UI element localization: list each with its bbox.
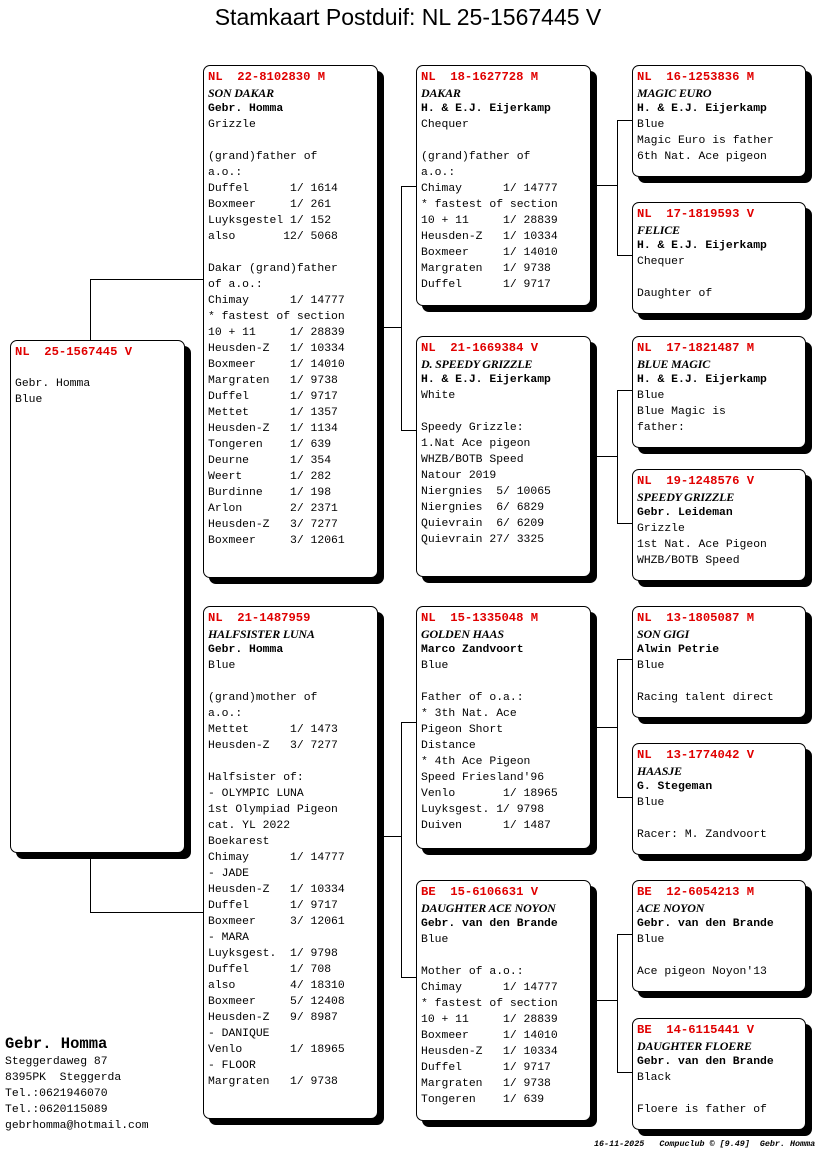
connector	[383, 327, 401, 328]
info-line	[637, 1086, 805, 1102]
info-line: Distance	[421, 740, 476, 752]
info-line: Black	[637, 1072, 672, 1084]
info-line: Blue	[637, 660, 665, 672]
breeder-name: G. Stegeman	[637, 781, 713, 793]
info-line: Niergnies 5/ 10065	[421, 486, 551, 498]
info-line: (grand)father of	[421, 151, 531, 163]
breeder-name: Gebr. van den Brande	[637, 918, 774, 930]
connector	[617, 1072, 632, 1073]
info-line: Boxmeer 3/ 12061	[208, 535, 345, 547]
connector	[90, 279, 203, 280]
info-line: Margraten 1/ 9738	[208, 1076, 338, 1088]
info-line: * fastest of section	[421, 199, 558, 211]
info-line: father:	[637, 422, 685, 434]
connector	[617, 797, 632, 798]
info-line: Boxmeer 1/ 261	[208, 199, 332, 211]
info-line: Heusden-Z 3/ 7277	[208, 519, 338, 531]
info-line: Quievrain 6/ 6209	[421, 518, 545, 530]
info-line: Heusden-Z 1/ 10334	[421, 1046, 558, 1058]
info-line	[421, 404, 590, 420]
info-line: Pigeon Short	[421, 724, 504, 736]
owner-block	[5, 1034, 149, 1134]
connector	[596, 1000, 617, 1001]
info-line: Daughter of	[637, 288, 713, 300]
connector	[617, 255, 632, 256]
info-line: Heusden-Z 1/ 10334	[208, 884, 345, 896]
pigeon-name: HAASJE	[637, 764, 682, 778]
info-line: Duffel 1/ 9717	[208, 900, 338, 912]
pigeon-card-dam-dam[interactable]	[416, 880, 591, 1121]
breeder-name: Alwin Petrie	[637, 644, 720, 656]
info-line: Blue	[421, 660, 449, 672]
breeder-name: H. & E.J. Eijerkamp	[637, 374, 767, 386]
pigeon-card-ggp[interactable]	[632, 469, 806, 581]
info-line: Heusden-Z 9/ 8987	[208, 1012, 338, 1024]
pigeon-name: SON DAKAR	[208, 86, 274, 100]
breeder-name: Marco Zandvoort	[421, 644, 524, 656]
connector	[401, 430, 416, 431]
info-line: White	[421, 390, 456, 402]
info-line: 10 + 11 1/ 28839	[421, 215, 558, 227]
connector	[596, 456, 617, 457]
ring-number: NL 13-1805087 M	[637, 611, 755, 625]
info-line	[421, 674, 590, 690]
info-line: Blue	[208, 660, 236, 672]
pigeon-name: DAKAR	[421, 86, 461, 100]
info-line: Luyksgest. 1/ 9798	[208, 948, 338, 960]
info-line: Chequer	[421, 119, 469, 131]
info-line: Boxmeer 1/ 14010	[421, 1030, 558, 1042]
info-line: cat. YL 2022	[208, 820, 291, 832]
info-line: WHZB/BOTB Speed	[637, 555, 740, 567]
ring-number: NL 18-1627728 M	[421, 70, 539, 84]
info-line: a.o.:	[208, 708, 243, 720]
pigeon-card-ggp[interactable]	[632, 202, 806, 314]
info-line: * fastest of section	[208, 311, 345, 323]
info-line: Heusden-Z 3/ 7277	[208, 740, 338, 752]
breeder-name: Gebr. Homma	[208, 644, 284, 656]
pigeon-name: FELICE	[637, 223, 680, 237]
connector	[617, 390, 632, 391]
pigeon-name: DAUGHTER ACE NOYON	[421, 901, 556, 915]
info-line: - MARA	[208, 932, 250, 944]
info-line: 1st Nat. Ace Pigeon	[637, 539, 767, 551]
connector	[383, 836, 401, 837]
info-line: - JADE	[208, 868, 250, 880]
info-line: Blue	[15, 394, 43, 406]
info-line: Father of o.a.:	[421, 692, 524, 704]
breeder-name: Gebr. van den Brande	[637, 1056, 774, 1068]
connector	[617, 659, 618, 797]
pigeon-name: SPEEDY GRIZZLE	[637, 490, 735, 504]
pigeon-name: MAGIC EURO	[637, 86, 712, 100]
info-line: - OLYMPIC LUNA	[208, 788, 304, 800]
footer-credit: 16-11-2025 Compuclub © [9.49] Gebr. Homma	[594, 1139, 816, 1149]
info-line: (grand)father of	[208, 151, 318, 163]
info-line: Arlon 2/ 2371	[208, 503, 338, 515]
info-line: Natour 2019	[421, 470, 497, 482]
owner-address: Steggerdaweg 87	[5, 1056, 108, 1068]
owner-name: Gebr. Homma	[5, 1035, 108, 1053]
breeder-name: H. & E.J. Eijerkamp	[421, 374, 551, 386]
pigeon-card-ggp[interactable]	[632, 743, 806, 855]
info-line: Quievrain 27/ 3325	[421, 534, 545, 546]
info-line: Speedy Grizzle:	[421, 422, 524, 434]
ring-number: NL 19-1248576 V	[637, 474, 755, 488]
breeder-name: H. & E.J. Eijerkamp	[637, 103, 767, 115]
info-line: Racing talent direct	[637, 692, 774, 704]
connector	[617, 120, 632, 121]
connector	[617, 523, 632, 524]
connector	[617, 934, 618, 1072]
info-line: a.o.:	[208, 167, 243, 179]
info-line: Heusden-Z 1/ 10334	[208, 343, 345, 355]
info-line: a.o.:	[421, 167, 456, 179]
info-line: 6th Nat. Ace pigeon	[637, 151, 767, 163]
connector	[90, 279, 91, 340]
info-line: Deurne 1/ 354	[208, 455, 332, 467]
pigeon-card-ggp[interactable]	[632, 1018, 806, 1130]
connector	[596, 185, 617, 186]
info-line: Blue Magic is	[637, 406, 726, 418]
connector	[617, 934, 632, 935]
connector	[617, 659, 632, 660]
info-line: - DANIQUE	[208, 1028, 270, 1040]
ring-number: NL 13-1774042 V	[637, 748, 755, 762]
connector	[617, 120, 618, 255]
info-line: (grand)mother of	[208, 692, 318, 704]
pigeon-card-sire[interactable]	[203, 65, 378, 578]
info-line: Mettet 1/ 1357	[208, 407, 338, 419]
connector	[90, 912, 203, 913]
info-line: Tongeren 1/ 639	[421, 1094, 545, 1106]
breeder-name: Gebr. van den Brande	[421, 918, 558, 930]
info-line: also 4/ 18310	[208, 980, 345, 992]
info-line: Duffel 1/ 1614	[208, 183, 338, 195]
pigeon-card-subject[interactable]	[10, 340, 185, 853]
info-line	[208, 754, 377, 770]
connector	[401, 977, 416, 978]
info-line: Ace pigeon Noyon'13	[637, 966, 767, 978]
ring-number: NL 17-1819593 V	[637, 207, 755, 221]
pigeon-name: BLUE MAGIC	[637, 357, 711, 371]
info-line: Speed Friesland'96	[421, 772, 545, 784]
pigeon-name: HALFSISTER LUNA	[208, 627, 315, 641]
info-line: WHZB/BOTB Speed	[421, 454, 524, 466]
info-line: Grizzle	[637, 523, 685, 535]
info-line: * fastest of section	[421, 998, 558, 1010]
info-line: Boekarest	[208, 836, 270, 848]
owner-phone: Tel.:0621946070	[5, 1088, 108, 1100]
info-line: Niergnies 6/ 6829	[421, 502, 545, 514]
owner-email[interactable]: gebrhomma@hotmail.com	[5, 1120, 149, 1132]
info-line: Burdinne 1/ 198	[208, 487, 332, 499]
breeder-name: Gebr. Homma	[208, 103, 284, 115]
info-line: Blue	[637, 390, 665, 402]
owner-postcode: 8395PK Steggerda	[5, 1072, 122, 1084]
info-line: also 12/ 5068	[208, 231, 338, 243]
info-line: Blue	[421, 934, 449, 946]
pigeon-card-ggp[interactable]	[632, 336, 806, 448]
info-line: Dakar (grand)father	[208, 263, 338, 275]
connector	[401, 722, 416, 723]
info-line: 1.Nat Ace pigeon	[421, 438, 531, 450]
breeder-name: Gebr. Leideman	[637, 507, 733, 519]
info-line	[208, 133, 377, 149]
ring-number: NL 21-1669384 V	[421, 341, 539, 355]
pigeon-card-sire-sire[interactable]	[416, 65, 591, 306]
info-line: Boxmeer 1/ 14010	[208, 359, 345, 371]
ring-number: NL 25-1567445 V	[15, 345, 133, 359]
info-line: 1st Olympiad Pigeon	[208, 804, 338, 816]
info-line: Chimay 1/ 14777	[208, 852, 345, 864]
info-line: * 3th Nat. Ace	[421, 708, 517, 720]
info-line: Tongeren 1/ 639	[208, 439, 332, 451]
info-line: Boxmeer 1/ 14010	[421, 247, 558, 259]
info-line: Boxmeer 3/ 12061	[208, 916, 345, 928]
info-line: Venlo 1/ 18965	[208, 1044, 345, 1056]
info-line: Weert 1/ 282	[208, 471, 332, 483]
info-line: Heusden-Z 1/ 10334	[421, 231, 558, 243]
connector	[596, 727, 617, 728]
info-line: Chequer	[637, 256, 685, 268]
pigeon-card-ggp[interactable]	[632, 880, 806, 992]
info-line: Venlo 1/ 18965	[421, 788, 558, 800]
info-line: * 4th Ace Pigeon	[421, 756, 531, 768]
info-line: Magic Euro is father	[637, 135, 774, 147]
pigeon-name: ACE NOYON	[637, 901, 705, 915]
info-line	[637, 674, 805, 690]
info-line	[637, 811, 805, 827]
info-line: Grizzle	[208, 119, 256, 131]
info-line: 10 + 11 1/ 28839	[208, 327, 345, 339]
info-line: Duffel 1/ 9717	[421, 279, 551, 291]
pigeon-name: D. SPEEDY GRIZZLE	[421, 357, 533, 371]
pigeon-name: GOLDEN HAAS	[421, 627, 504, 641]
ring-number: BE 12-6054213 M	[637, 885, 755, 899]
info-line: Duiven 1/ 1487	[421, 820, 551, 832]
breeder-name: H. & E.J. Eijerkamp	[421, 103, 551, 115]
pigeon-card-ggp[interactable]	[632, 65, 806, 177]
info-line	[421, 133, 590, 149]
info-line	[637, 948, 805, 964]
ring-number: NL 21-1487959	[208, 611, 311, 625]
pigeon-card-ggp[interactable]	[632, 606, 806, 718]
pigeon-name: SON GIGI	[637, 627, 690, 641]
info-line: Margraten 1/ 9738	[421, 1078, 551, 1090]
info-line: Blue	[637, 797, 665, 809]
info-line: Heusden-Z 1/ 1134	[208, 423, 338, 435]
info-line: Duffel 1/ 708	[208, 964, 332, 976]
ring-number: BE 15-6106631 V	[421, 885, 539, 899]
ring-number: BE 14-6115441 V	[637, 1023, 755, 1037]
info-line: Chimay 1/ 14777	[421, 982, 558, 994]
connector	[401, 186, 416, 187]
info-line: Duffel 1/ 9717	[208, 391, 338, 403]
info-line: Chimay 1/ 14777	[208, 295, 345, 307]
connector	[617, 390, 618, 523]
pigeon-card-dam[interactable]	[203, 606, 378, 1119]
connector	[401, 722, 402, 977]
info-line	[421, 948, 590, 964]
info-line	[208, 245, 377, 261]
info-line: Margraten 1/ 9738	[208, 375, 338, 387]
ring-number: NL 22-8102830 M	[208, 70, 326, 84]
ring-number: NL 15-1335048 M	[421, 611, 539, 625]
info-line: Luyksgestel 1/ 152	[208, 215, 332, 227]
pigeon-name: DAUGHTER FLOERE	[637, 1039, 752, 1053]
connector	[90, 852, 91, 912]
info-line: Chimay 1/ 14777	[421, 183, 558, 195]
ring-number: NL 16-1253836 M	[637, 70, 755, 84]
info-line: Racer: M. Zandvoort	[637, 829, 767, 841]
info-line: Duffel 1/ 9717	[421, 1062, 551, 1074]
info-line: Mettet 1/ 1473	[208, 724, 338, 736]
info-line	[637, 270, 805, 286]
breeder-name: H. & E.J. Eijerkamp	[637, 240, 767, 252]
info-line: - FLOOR	[208, 1060, 256, 1072]
connector	[401, 186, 402, 430]
info-line: Gebr. Homma	[15, 378, 91, 390]
pigeon-card-dam-sire[interactable]	[416, 606, 591, 849]
ring-number: NL 17-1821487 M	[637, 341, 755, 355]
info-line: Mother of a.o.:	[421, 966, 524, 978]
info-line: Floere is father of	[637, 1104, 767, 1116]
info-line: Luyksgest. 1/ 9798	[421, 804, 545, 816]
page-title: Stamkaart Postduif: NL 25-1567445 V	[214, 4, 602, 30]
info-line: Blue	[637, 934, 665, 946]
owner-phone: Tel.:0620115089	[5, 1104, 108, 1116]
info-line: of a.o.:	[208, 279, 263, 291]
info-line: 10 + 11 1/ 28839	[421, 1014, 558, 1026]
info-line: Halfsister of:	[208, 772, 304, 784]
info-line	[15, 360, 184, 376]
info-line: Blue	[637, 119, 665, 131]
info-line	[208, 674, 377, 690]
info-line: Boxmeer 5/ 12408	[208, 996, 345, 1008]
info-line: Margraten 1/ 9738	[421, 263, 551, 275]
pigeon-card-sire-dam[interactable]	[416, 336, 591, 577]
